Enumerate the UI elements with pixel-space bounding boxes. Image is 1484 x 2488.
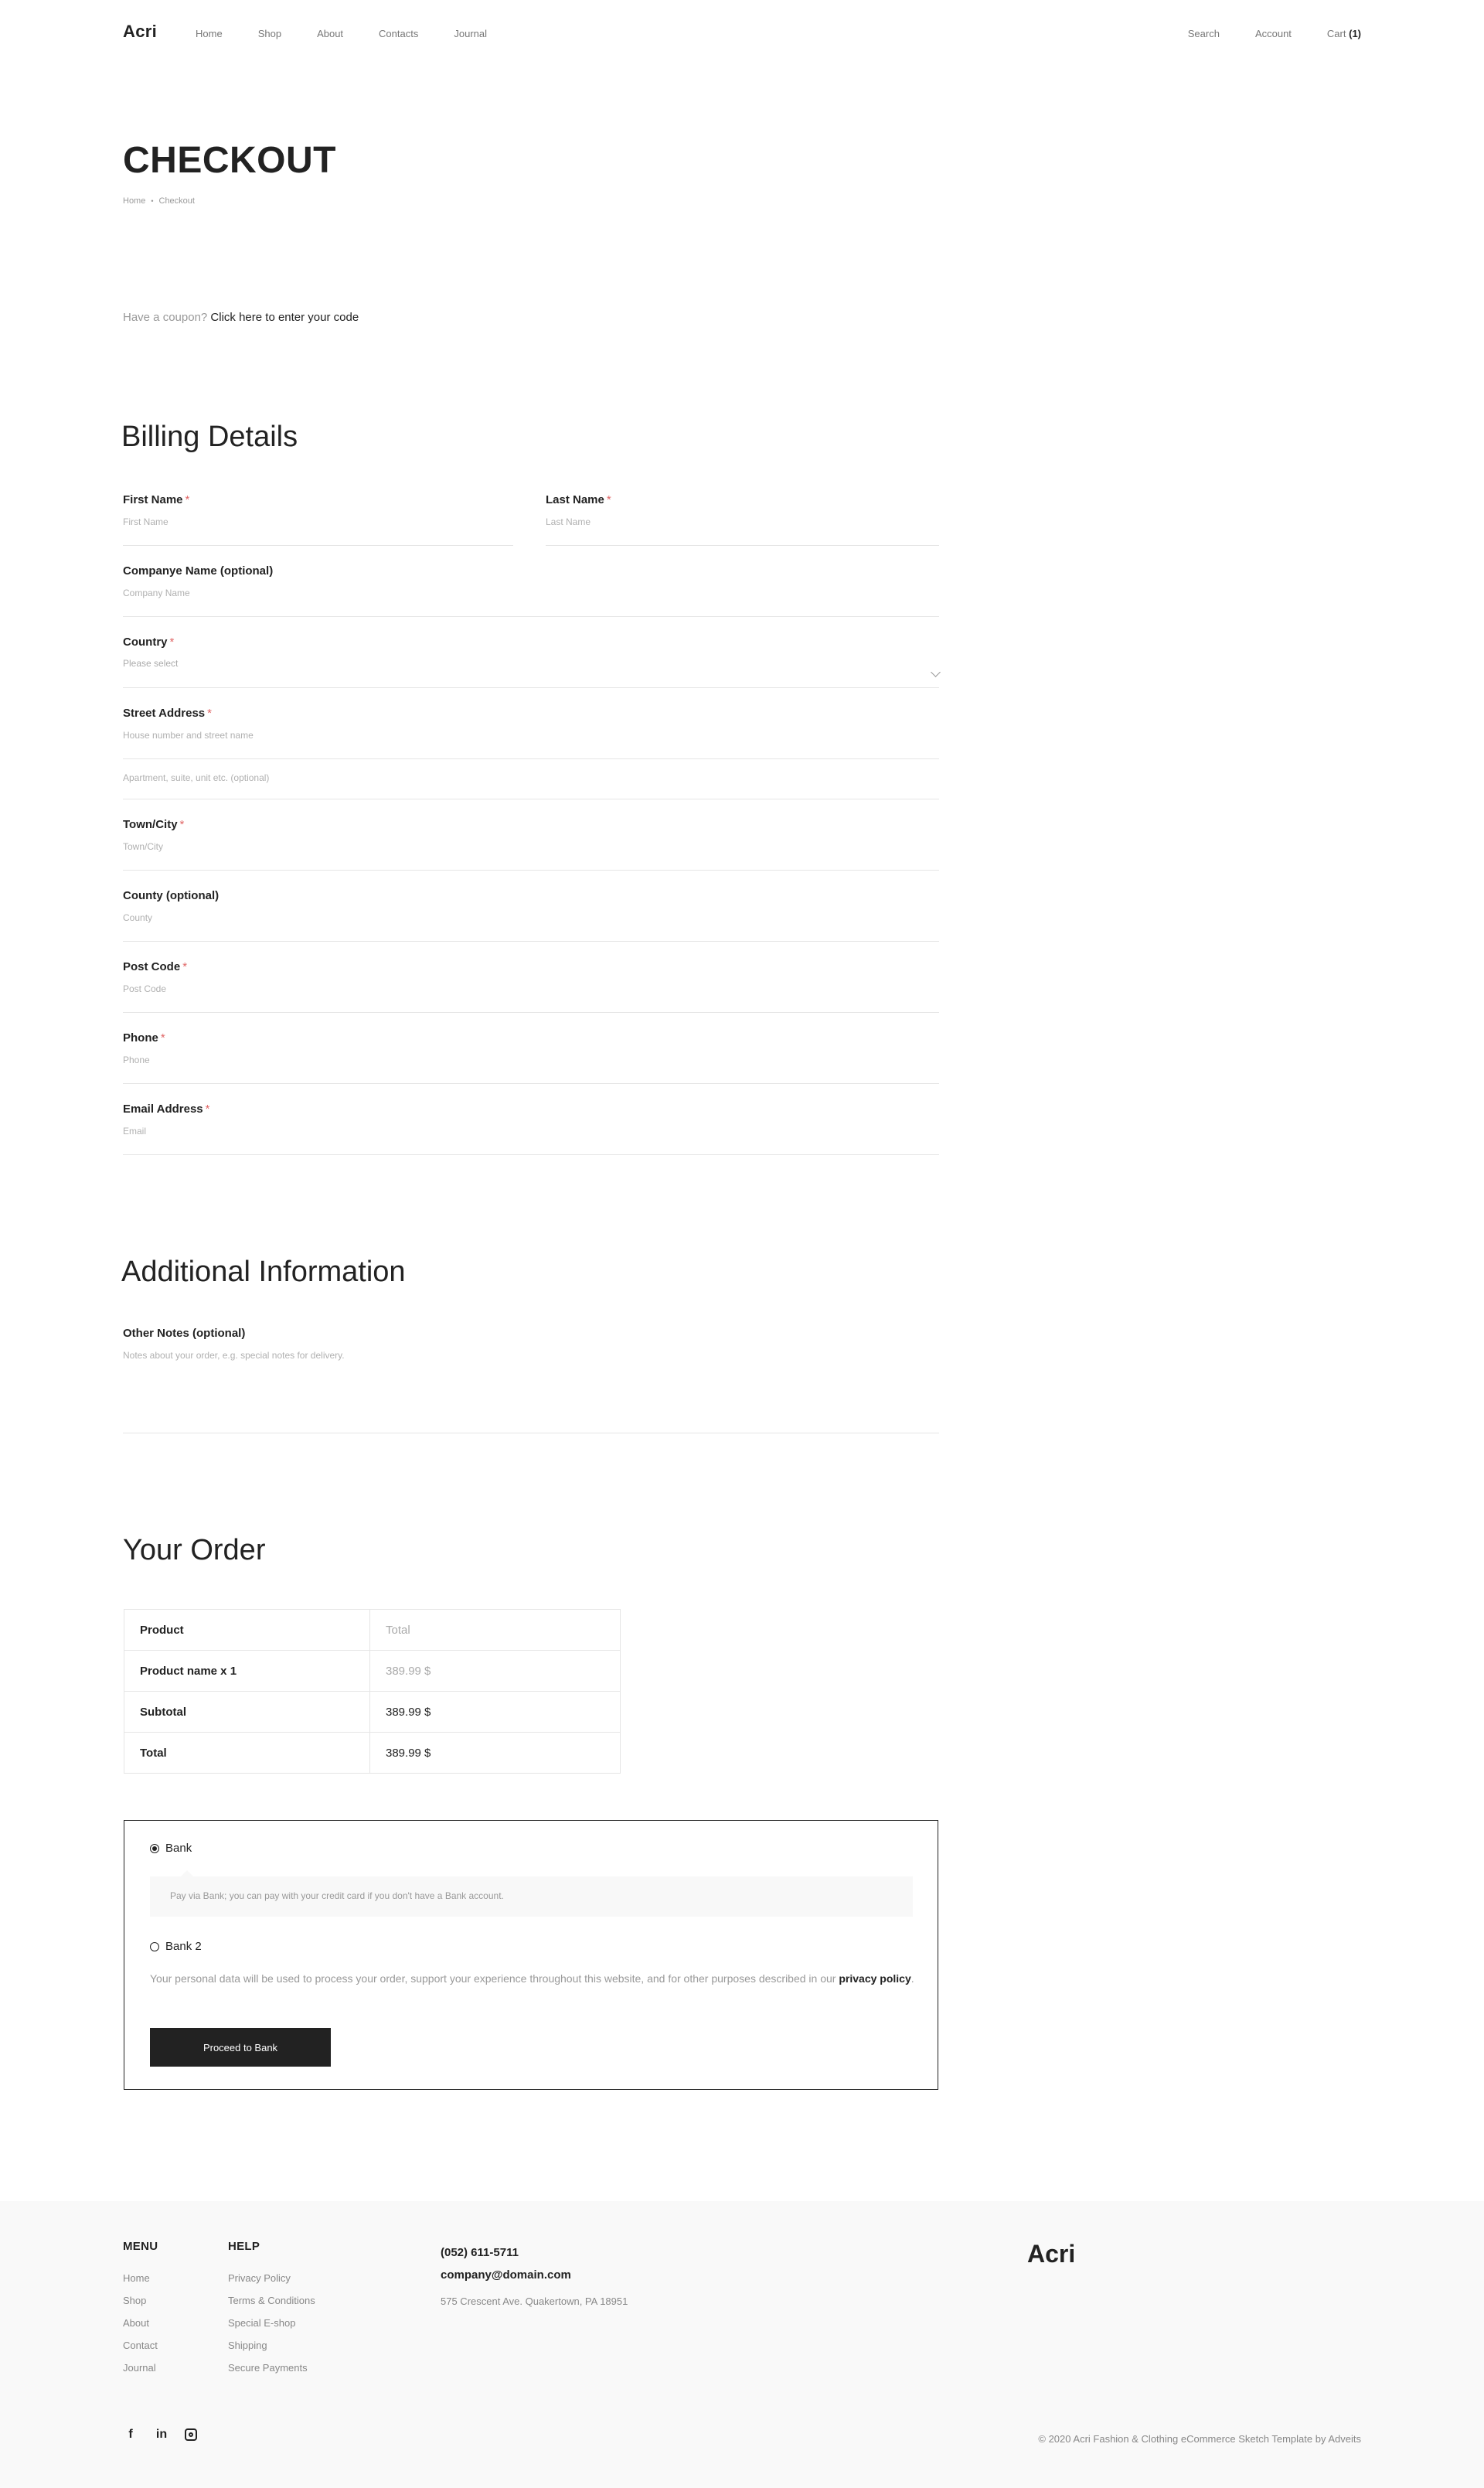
payment-description: Pay via Bank; you can pay with your credit card if you don't have a Bank account. bbox=[150, 1876, 913, 1917]
footer-help bbox=[228, 2240, 315, 2379]
table-row bbox=[124, 1651, 621, 1692]
street2-input[interactable] bbox=[123, 772, 939, 784]
payment-option-label: Bank bbox=[165, 1842, 192, 1855]
county-label: County (optional) bbox=[123, 889, 220, 902]
footer-logo[interactable]: Acri bbox=[1027, 2240, 1076, 2268]
footer-link-privacy[interactable]: Privacy Policy bbox=[228, 2272, 291, 2284]
footer-contact bbox=[441, 2241, 628, 2307]
cart-count: (1) bbox=[1349, 28, 1361, 39]
notes-field bbox=[123, 1327, 939, 1433]
proceed-button[interactable]: Proceed to Bank bbox=[150, 2028, 331, 2067]
cart-link[interactable] bbox=[1327, 28, 1361, 39]
footer-link-terms[interactable]: Terms & Conditions bbox=[228, 2295, 315, 2306]
coupon-prompt bbox=[123, 311, 359, 324]
subtotal-label: Subtotal bbox=[124, 1692, 370, 1733]
notes-textarea[interactable] bbox=[123, 1349, 939, 1362]
radio-checked-icon[interactable] bbox=[150, 1844, 159, 1853]
utility-nav bbox=[1152, 28, 1361, 39]
nav-about[interactable]: About bbox=[317, 28, 344, 39]
first-name-input[interactable] bbox=[123, 516, 513, 528]
first-name-label: First Name * bbox=[123, 493, 190, 506]
nav-journal[interactable]: Journal bbox=[454, 28, 487, 39]
linkedin-icon[interactable]: in bbox=[155, 2428, 168, 2441]
postcode-field bbox=[123, 960, 939, 1013]
site-header bbox=[0, 0, 1484, 70]
nav-shop[interactable]: Shop bbox=[257, 28, 282, 39]
footer-link-contact[interactable]: Contact bbox=[123, 2340, 158, 2351]
phone-field bbox=[123, 1031, 939, 1084]
coupon-link[interactable]: Click here to enter your code bbox=[210, 311, 359, 324]
table-row bbox=[124, 1610, 621, 1651]
company-input[interactable] bbox=[123, 587, 939, 599]
table-header-total: Total bbox=[370, 1610, 621, 1651]
country-select[interactable]: Please select bbox=[123, 658, 179, 669]
street2-field bbox=[123, 765, 939, 799]
email-field bbox=[123, 1103, 939, 1155]
product-name-cell: Product name x 1 bbox=[124, 1651, 370, 1692]
country-field[interactable] bbox=[123, 636, 939, 688]
total-label: Total bbox=[124, 1733, 370, 1774]
page-title: CHECKOUT bbox=[123, 140, 336, 181]
table-header-product: Product bbox=[124, 1610, 370, 1651]
payment-option-bank[interactable] bbox=[150, 1842, 192, 1855]
main-nav bbox=[196, 28, 522, 39]
footer-link-shipping[interactable]: Shipping bbox=[228, 2340, 267, 2351]
payment-option-bank2[interactable] bbox=[150, 1940, 202, 1953]
additional-title: Additional Information bbox=[121, 1256, 406, 1288]
town-label: Town/City * bbox=[123, 818, 185, 831]
company-field bbox=[123, 564, 939, 617]
coupon-text: Have a coupon? bbox=[123, 311, 208, 324]
payment-box bbox=[124, 1820, 938, 2090]
order-title: Your Order bbox=[123, 1534, 266, 1566]
cart-label: Cart bbox=[1326, 28, 1346, 39]
country-label: Country * bbox=[123, 636, 175, 649]
notes-label: Other Notes (optional) bbox=[123, 1327, 246, 1340]
product-price-cell: 389.99 $ bbox=[370, 1651, 621, 1692]
table-row bbox=[124, 1692, 621, 1733]
footer-help-title: HELP bbox=[228, 2240, 260, 2253]
footer-link-about[interactable]: About bbox=[123, 2317, 149, 2329]
site-footer bbox=[0, 2201, 1484, 2488]
billing-title: Billing Details bbox=[121, 421, 298, 453]
facebook-icon[interactable]: f bbox=[128, 2428, 133, 2441]
footer-link-journal[interactable]: Journal bbox=[123, 2362, 156, 2374]
subtotal-value: 389.99 $ bbox=[370, 1692, 621, 1733]
first-name-field bbox=[123, 493, 513, 546]
copyright: © 2020 Acri Fashion & Clothing eCommerce Sketch Template by Adveits bbox=[1038, 2433, 1361, 2445]
nav-contacts[interactable]: Contacts bbox=[379, 28, 419, 39]
phone-label: Phone * bbox=[123, 1031, 165, 1045]
footer-menu bbox=[123, 2240, 158, 2379]
nav-home[interactable]: Home bbox=[196, 28, 223, 39]
street-input[interactable] bbox=[123, 729, 939, 741]
account-link[interactable]: Account bbox=[1254, 28, 1292, 39]
site-logo[interactable]: Acri bbox=[123, 22, 157, 41]
footer-address: 575 Crescent Ave. Quakertown, PA 18951 bbox=[441, 2295, 628, 2307]
radio-icon[interactable] bbox=[150, 1942, 159, 1951]
order-table bbox=[124, 1609, 621, 1774]
table-row bbox=[124, 1733, 621, 1774]
email-input[interactable] bbox=[123, 1125, 939, 1137]
breadcrumb-current: Checkout bbox=[158, 196, 195, 206]
postcode-input[interactable] bbox=[123, 983, 939, 995]
privacy-policy-link[interactable]: privacy policy bbox=[839, 1972, 911, 1985]
privacy-notice: Your personal data will be used to process your order, support your experience throughout this website, and for other purposes described in our privacy policy. bbox=[150, 1972, 914, 1985]
footer-link-shop[interactable]: Shop bbox=[123, 2295, 147, 2306]
footer-link-payments[interactable]: Secure Payments bbox=[228, 2362, 308, 2374]
payment-option-label: Bank 2 bbox=[165, 1940, 202, 1953]
company-label: Companye Name (optional) bbox=[123, 564, 274, 578]
postcode-label: Post Code * bbox=[123, 960, 188, 973]
breadcrumb bbox=[123, 196, 195, 206]
footer-phone[interactable]: (052) 611-5711 bbox=[441, 2246, 519, 2259]
county-field bbox=[123, 889, 939, 942]
email-label: Email Address * bbox=[123, 1103, 210, 1116]
town-input[interactable] bbox=[123, 840, 939, 853]
street-field bbox=[123, 707, 939, 759]
footer-link-eshop[interactable]: Special E-shop bbox=[228, 2317, 296, 2329]
social-links bbox=[123, 2428, 197, 2442]
town-field bbox=[123, 818, 939, 871]
last-name-field bbox=[546, 493, 939, 546]
last-name-label: Last Name * bbox=[546, 493, 611, 506]
instagram-icon[interactable] bbox=[185, 2428, 197, 2441]
street-label: Street Address * bbox=[123, 707, 212, 720]
footer-menu-title: MENU bbox=[123, 2240, 158, 2253]
breadcrumb-home[interactable]: Home bbox=[123, 196, 146, 206]
footer-link-home[interactable]: Home bbox=[123, 2272, 150, 2284]
phone-input[interactable] bbox=[123, 1054, 939, 1066]
breadcrumb-separator: • bbox=[151, 197, 154, 205]
last-name-input[interactable] bbox=[546, 516, 939, 528]
total-value: 389.99 $ bbox=[370, 1733, 621, 1774]
search-link[interactable]: Search bbox=[1187, 28, 1220, 39]
footer-email[interactable]: company@domain.com bbox=[441, 2268, 571, 2282]
county-input[interactable] bbox=[123, 912, 939, 924]
